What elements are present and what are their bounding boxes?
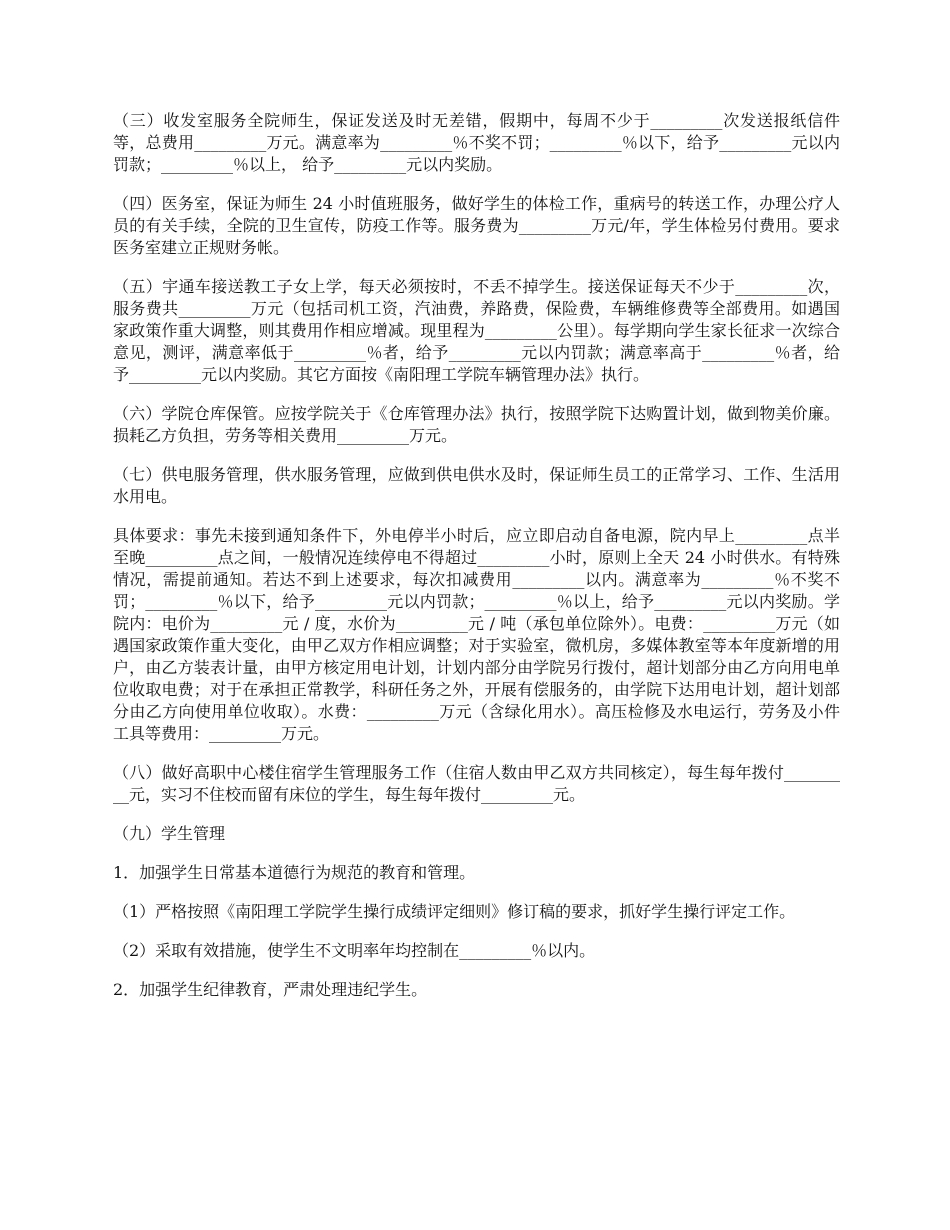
paragraph-section-3-mailroom: （三）收发室服务全院师生，保证发送及时无差错，假期中，每周不少于_________次发送报纸信件等，总费用_________万元。满意率为_________％不奖不罚；_________％以下，给予_________元以内罚款；_________％以上， 给予_________元以内奖励。 bbox=[113, 111, 840, 174]
paragraph-section-6-warehouse: （六）学院仓库保管。应按学院关于《仓库管理办法》执行，按照学院下达购置计划，做到物美价廉。损耗乙方负担，劳务等相关费用_________万元。 bbox=[113, 404, 840, 445]
paragraph-item-2: 2．加强学生纪律教育，严肃处理违纪学生。 bbox=[113, 980, 428, 999]
paragraph-specific-requirements: 具体要求：事先未接到通知条件下，外电停半小时后，应立即启动自备电源，院内早上_________点半至晚_________点之间，一般情况连续停电不得超过_________小时，原则上全天 24 小时供水。有特殊情况，需提前通知。若达不到上述要求，每次扣减费用_________以内。满意率为_________％不奖不罚；_________％以下，给予_________元以内罚款；_________％以上，给予_________元以内奖励。学院内：电价为_________元 / 度，水价为_________元 / 吨（承包单位除外）。电费：_________万元（如遇国家政策作重大变化，由甲乙双方作相应调整；对于实验室，微机房，多媒体教室等本年度新增的用户，由乙方装表计量，由甲方核定用电计划，计划内部分由学院另行拨付，超计划部分由乙方向用电单位收取电费；对于在承担正常教学，科研任务之外，开展有偿服务的，由学院下达用电计划，超计划部分由乙方向使用单位收取）。水费：_________万元（含绿化用水）。高压检修及水电运行，劳务及小件工具等费用：_________万元。 bbox=[113, 526, 840, 743]
paragraph-section-9-heading: （九）学生管理 bbox=[113, 824, 226, 843]
document-body bbox=[113, 110, 840, 1018]
paragraph-section-7-power-water: （七）供电服务管理，供水服务管理，应做到供电供水及时，保证师生员工的正常学习、工作、生活用水用电。 bbox=[113, 465, 840, 506]
paragraph-section-8-dormitory: （八）做好高职中心楼住宿学生管理服务工作（住宿人数由甲乙双方共同核定），每生每年拨付_________元，实习不住校而留有床位的学生，每生每年拨付_________元。 bbox=[113, 763, 840, 804]
paragraph-subitem-2: （2）采取有效措施，使学生不文明率年均控制在_________％以内。 bbox=[113, 941, 596, 960]
paragraph-item-1: 1．加强学生日常基本道德行为规范的教育和管理。 bbox=[113, 863, 476, 882]
paragraph-section-5-shuttle-bus: （五）宇通车接送教工子女上学，每天必须按时，不丢不掉学生。接送保证每天不少于_________次，服务费共_________万元（包括司机工资，汽油费，养路费，保险费，车辆维修费等全部费用。如遇国家政策作重大调整，则其费用作相应增减。现里程为_________公里）。每学期向学生家长征求一次综合意见，测评，满意率低于_________％者，给予_________元以内罚款；满意率高于_________％者，给予_________元以内奖励。其它方面按《南阳理工学院车辆管理办法》执行。 bbox=[113, 277, 840, 384]
paragraph-subitem-1: （1）严格按照《南阳理工学院学生操行成绩评定细则》修订稿的要求，抓好学生操行评定工作。 bbox=[113, 902, 796, 921]
paragraph-section-4-clinic: （四）医务室，保证为师生 24 小时值班服务，做好学生的体检工作，重病号的转送工作，办理公疗人员的有关手续，全院的卫生宣传，防疫工作等。服务费为_________万元/年，学生体检另付费用。要求医务室建立正规财务帐。 bbox=[113, 194, 840, 257]
